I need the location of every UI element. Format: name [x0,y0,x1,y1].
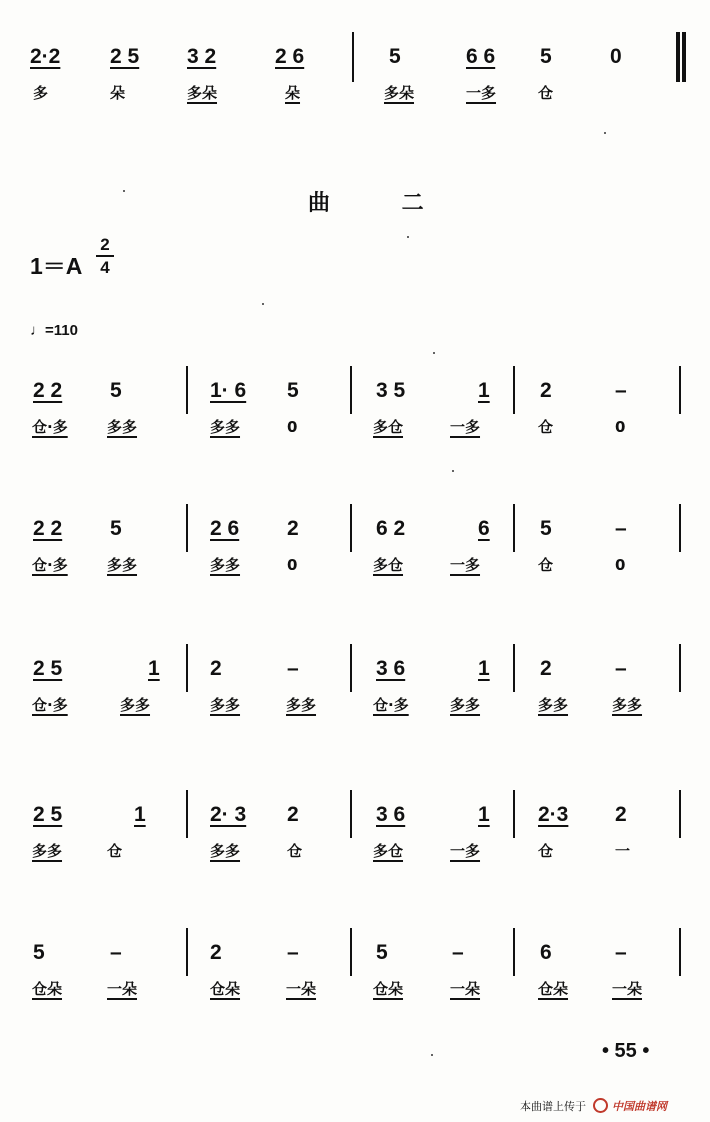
note-token: – [110,941,122,964]
time-signature [96,236,114,276]
note-token: 2 6 [275,45,305,68]
note-token: 1· 6 [210,379,247,402]
page-number: • 55 • [602,1040,650,1062]
barline [679,790,681,838]
barline [186,644,188,692]
percussion-syllable: 多多 [210,842,241,860]
percussion-syllable: 多多 [32,842,63,860]
percussion-syllable: 一多 [450,418,481,436]
barline [350,644,352,692]
percussion-syllable: 仓·多 [373,696,409,714]
note-token: 3 6 [376,803,406,826]
note-token: 6 [540,941,552,964]
note-token: 2 [287,517,299,540]
note-token: 2 [210,657,222,680]
note-token: 2 [540,379,552,402]
footer-prefix: 本曲谱上传于 [520,1100,586,1113]
note-token: – [452,941,464,964]
note-token: 2·2 [30,45,61,68]
time-signature-line [96,255,114,257]
barline [186,790,188,838]
time-signature-bottom: 4 [100,258,110,277]
percussion-syllable: 仓·多 [32,696,68,714]
note-token: 2· 3 [210,803,247,826]
percussion-syllable: 仓朵 [538,980,569,998]
percussion-syllable: 朵 [285,84,301,102]
print-speck [123,190,125,192]
note-token: 3 5 [376,379,406,402]
note-token: 1 [148,657,160,680]
percussion-syllable: 仓·多 [32,556,68,574]
barline [679,644,681,692]
percussion-syllable: 多多 [120,696,151,714]
note-token: 0 [610,45,622,68]
note-token: 2 5 [33,803,63,826]
note-token: 5 [389,45,401,68]
barline [186,928,188,976]
note-token: – [287,941,299,964]
percussion-syllable: 多多 [210,418,241,436]
note-token: 2 2 [33,517,63,540]
barline [350,366,352,414]
percussion-syllable: 仓 [538,556,554,574]
note-token: 5 [540,45,552,68]
print-speck [262,303,264,305]
percussion-syllable: 多多 [450,696,481,714]
percussion-syllable: 多多 [210,696,241,714]
percussion-syllable: 一朵 [107,980,138,998]
note-token: 2 [540,657,552,680]
barline [352,32,354,82]
barline [186,504,188,552]
note-token: 2 [615,803,627,826]
percussion-syllable: 一朵 [450,980,481,998]
note-token: – [615,941,627,964]
barline [513,366,515,414]
print-speck [452,470,454,472]
footer-site: 中国曲谱网 [612,1100,667,1113]
note-token: 6 [478,517,490,540]
tempo-mark: ♩=110 [30,322,78,339]
note-token: 6 6 [466,45,496,68]
percussion-syllable: 多多 [107,556,138,574]
barline [513,790,515,838]
note-token: 1 [478,803,490,826]
barline [679,366,681,414]
note-token: – [287,657,299,680]
note-token: 3 2 [187,45,217,68]
percussion-syllable: 多仓 [373,842,404,860]
note-token: 2 2 [33,379,63,402]
print-speck [407,236,409,238]
percussion-syllable: 多朵 [384,84,415,102]
note-token: 6 2 [376,517,406,540]
note-token: – [615,379,627,402]
percussion-syllable: 仓 [107,842,123,860]
percussion-syllable: 多多 [286,696,317,714]
percussion-syllable: 一朵 [286,980,317,998]
barline [513,504,515,552]
percussion-syllable: 多仓 [373,556,404,574]
percussion-syllable: 多多 [107,418,138,436]
barline [679,504,681,552]
barline [350,504,352,552]
percussion-syllable: 朵 [110,84,126,102]
note-token: – [615,517,627,540]
percussion-syllable: 仓朵 [373,980,404,998]
note-token: 5 [110,517,122,540]
note-token: 1 [478,657,490,680]
percussion-syllable: 仓 [538,842,554,860]
footer-watermark [520,1098,667,1114]
note-token: 5 [110,379,122,402]
percussion-syllable: 仓 [538,84,554,102]
percussion-syllable: 仓朵 [210,980,241,998]
note-token: 2 6 [210,517,240,540]
percussion-syllable: 0 [287,418,298,436]
percussion-syllable: 多多 [210,556,241,574]
percussion-syllable: 仓·多 [32,418,68,436]
percussion-syllable: 仓 [287,842,303,860]
time-signature-top: 2 [100,235,110,254]
key-signature: 1＝A [30,253,83,279]
percussion-syllable: 0 [615,556,626,574]
note-token: 3 6 [376,657,406,680]
barline [350,790,352,838]
percussion-syllable: 多多 [612,696,643,714]
barline [186,366,188,414]
percussion-syllable: 多 [33,84,49,102]
print-speck [431,1054,433,1056]
barline [513,644,515,692]
site-logo-icon [593,1098,608,1113]
note-token: 5 [33,941,45,964]
percussion-syllable: 多仓 [373,418,404,436]
percussion-syllable: 仓朵 [32,980,63,998]
note-token: – [615,657,627,680]
note-token: 2 [210,941,222,964]
note-token: 1 [134,803,146,826]
note-token: 1 [478,379,490,402]
percussion-syllable: 一 [615,842,631,860]
percussion-syllable: 一多 [466,84,497,102]
note-token: 5 [287,379,299,402]
print-speck [433,352,435,354]
percussion-syllable: 一朵 [612,980,643,998]
note-token: 5 [376,941,388,964]
final-barline [676,32,680,82]
percussion-syllable: 一多 [450,842,481,860]
barline [350,928,352,976]
percussion-syllable: 多朵 [187,84,218,102]
note-token: 2 5 [110,45,140,68]
note-token: 5 [540,517,552,540]
note-token: 2 [287,803,299,826]
percussion-syllable: 一多 [450,556,481,574]
note-token: 2 5 [33,657,63,680]
barline [513,928,515,976]
barline [679,928,681,976]
percussion-syllable: 多多 [538,696,569,714]
percussion-syllable: 0 [615,418,626,436]
percussion-syllable: 0 [287,556,298,574]
piece-title: 曲 二 [308,191,456,216]
percussion-syllable: 仓 [538,418,554,436]
print-speck [604,132,606,134]
note-token: 2·3 [538,803,569,826]
final-barline [682,32,686,82]
